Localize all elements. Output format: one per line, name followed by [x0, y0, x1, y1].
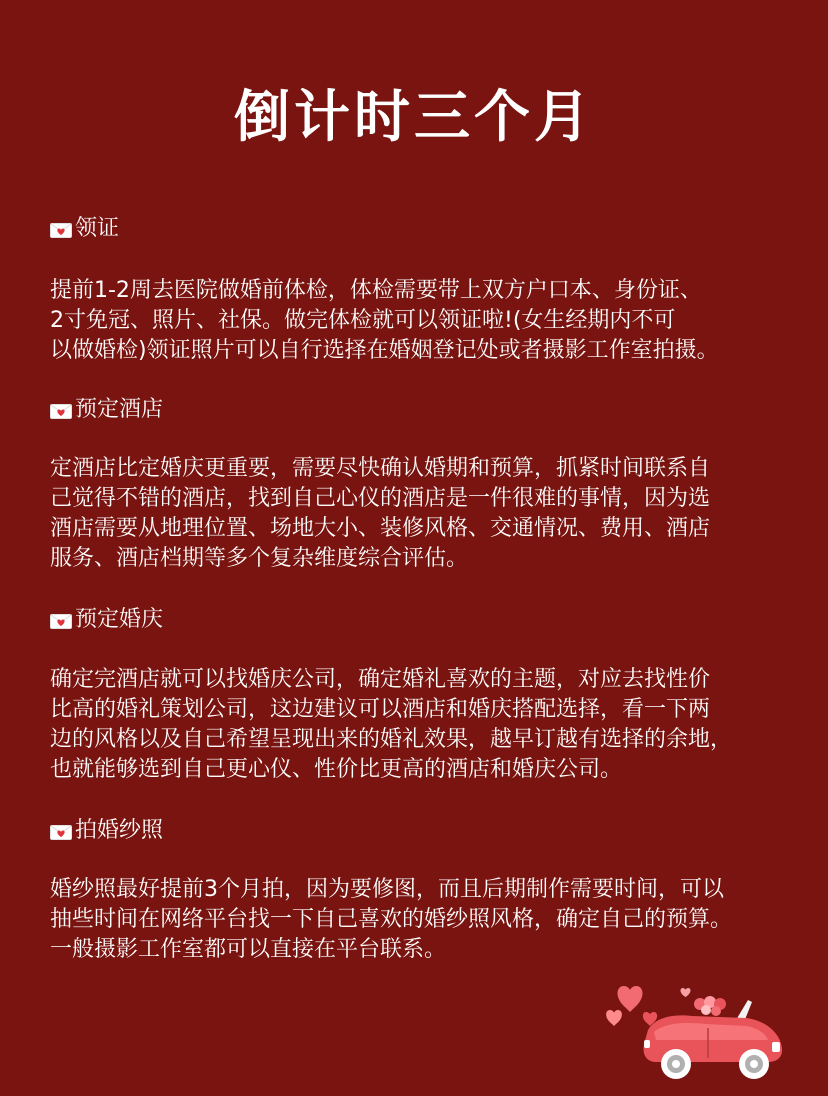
section-heading-wedding-photos [50, 816, 163, 846]
paragraph-line: 酒店需要从地理位置、场地大小、装修风格、交通情况、费用、酒店 [50, 516, 711, 541]
paragraph-line: 一般摄影工作室都可以直接在平台联系。 [50, 937, 447, 962]
paragraph-line: 定酒店比定婚庆更重要，需要尽快确认婚期和预算，抓紧时间联系自 [50, 456, 711, 481]
heart-icon [606, 1010, 622, 1026]
paragraph-line: 确定完酒店就可以找婚庆公司，确定婚礼喜欢的主题，对应去找性价 [50, 667, 711, 692]
paragraph-line: 也就能够选到自己更心仪、性价比更高的酒店和婚庆公司。 [50, 757, 623, 782]
section-heading-text: 预定婚庆 [75, 607, 164, 632]
paragraph-line: 比高的婚礼策划公司，这边建议可以酒店和婚庆搭配选择，看一下两 [50, 697, 711, 722]
car-wheel [739, 1049, 769, 1079]
heart-icon [681, 988, 691, 997]
paragraph-line: 边的风格以及自己希望呈现出来的婚礼效果，越早订越有选择的余地， [50, 727, 733, 752]
paragraph-line: 己觉得不错的酒店，找到自己心仪的酒店是一件很难的事情，因为选 [50, 486, 711, 511]
love-letter-icon [50, 825, 72, 840]
section-paragraph-wedding-photos [50, 875, 790, 965]
section-heading-text: 预定酒店 [75, 397, 164, 422]
wedding-car-illustration [596, 980, 796, 1086]
section-paragraph-book-wedding-planner [50, 665, 790, 785]
paragraph-line: 以做婚检)领证照片可以自行选择在婚姻登记处或者摄影工作室拍摄。 [50, 338, 719, 363]
love-letter-icon [50, 404, 72, 419]
section-heading-text: 领证 [75, 216, 120, 241]
paragraph-line: 服务、酒店档期等多个复杂维度综合评估。 [50, 546, 469, 571]
paragraph-line: 2寸免冠、照片、社保。做完体检就可以领证啦!(女生经期内不可 [50, 308, 676, 333]
section-heading-marriage-license [50, 214, 119, 244]
paragraph-line: 抽些时间在网络平台找一下自己喜欢的婚纱照风格，确定自己的预算。 [50, 907, 733, 932]
section-paragraph-marriage-license [50, 276, 790, 366]
section-heading-book-wedding-planner [50, 605, 163, 635]
love-letter-icon [50, 223, 72, 238]
section-heading-book-hotel [50, 395, 163, 425]
love-letter-icon [50, 614, 72, 629]
paragraph-line: 婚纱照最好提前3个月拍，因为要修图，而且后期制作需要时间，可以 [50, 877, 724, 902]
heart-icon [618, 986, 643, 1012]
heart-bouquet [694, 996, 726, 1016]
car-wheel [661, 1049, 691, 1079]
section-heading-text: 拍婚纱照 [75, 818, 164, 843]
paragraph-line: 提前1-2周去医院做婚前体检，体检需要带上双方户口本、身份证、 [50, 278, 702, 303]
page-title: 倒计时三个月 [234, 85, 594, 150]
section-paragraph-book-hotel [50, 454, 790, 574]
